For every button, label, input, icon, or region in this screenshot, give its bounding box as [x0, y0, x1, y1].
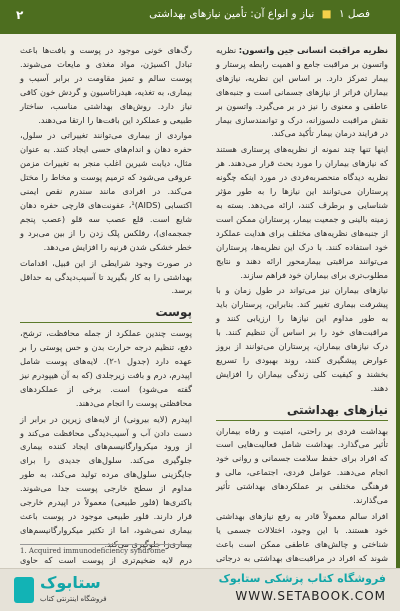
book-icon — [14, 577, 34, 603]
logo-text: ستابوک — [40, 573, 101, 592]
chapter-title: نیاز و انواع آن: تأمین نیازهای بهداشتی — [149, 8, 315, 20]
margin-bar — [396, 34, 400, 568]
paragraph: افراد سالم معمولاً قادر به رفع نیازهای بهداشتی خود هستند. با این وجود، اختلالات جسمی یا شناختی و چالش‌های عاطفی ممکن است باعث شوند که افراد در مراقبت‌های بهداشتی به درجاتی — [216, 511, 388, 563]
logo-subtitle: فروشگاه اینترنتی کتاب — [40, 595, 107, 603]
chapter-heading — [149, 8, 370, 20]
paragraph: مواردی از بیماری می‌توانند تغییراتی در سلول، حفره دهان و اندام‌های حسی ایجاد کنند. به عنوان مثال، دیابت شیرین اغلب منجر به تغییرات مزمن عروقی می‌شود که ترمیم پوست و مخاط را مختل می‌کند. در افرادی مانند سندرم نقص ایمنی اکتسابی (AIDS)¹، عفونت‌های قارچی حفره دهان شایع است. قلع عصب سه قلو (عصب پنجم جمجمه‌ای)، رفلکس پلک زدن را از بین می‌برد و خطر خشکی شدن قرنیه را افزایش می‌دهد. — [20, 130, 193, 252]
store-url-link[interactable]: WWW.SETABOOK.COM — [235, 589, 386, 603]
page-header — [0, 0, 400, 34]
paragraph: درم لایه ضخیم‌تری از پوست است که حاوی — [20, 554, 192, 565]
chapter-number: فصل ۱ — [338, 8, 370, 20]
paragraph: نیازهای بیماران نیز می‌تواند در طول زمان و با پیشرفت بیماری تغییر کند. بنابراین، پرستاران باید به طور مداوم این نیازها را ارزیابی کنند و مراقبت‌های خود را بر اساس آن تنظیم کنند. با درک نیازهای بیماران، پرستاران می‌توانند از بروز عوارض پیشگیری کنند، روند بهبودی را تسریع بخشند و کیفیت کلی زندگی بیماران را افزایش دهند. — [216, 285, 388, 393]
section-title-skin: پوست — [20, 306, 192, 323]
paragraph: پوست چندین عملکرد از جمله محافظت، ترشح، دفع، تنظیم درجه حرارت بدن و حس پوستی را بر عهده دارد (جدول ۱-۲). لایه‌های پوست شامل اپیدرم، درم و بافت زیرجلدی (که به آن هیپودرم نیز گفته می‌شود) است. برخی از عملکردهای محافظتی پوست را انجام می‌دهند. — [20, 328, 193, 408]
store-name: فروشگاه کتاب پزشکی ستابوک — [218, 572, 386, 585]
paragraph: اینها تنها چند نمونه از نظریه‌های پرستاری هستند که نیازهای بیماران را مورد بحث قرار می‌دهند. هر نظریه دیدگاه منحصربه‌فردی در مورد اینکه چگونه پرستاران می‌توانند این نیازها را به طور مؤثر شناسایی و برطرف کنند، ارائه می‌دهد. بسته به زمینه بالینی و جمعیت بیمار، پرستاران ممکن است از جنبه‌های نظریه‌های مختلف برای هدایت عملکرد خود استفاده کنند. با درک این نظریه‌ها، پرستاران می‌توانند مراقبتی بیمارمحور ارائه دهند و نتایج مطلوب‌تری برای بیماران خود فراهم سازند. — [216, 144, 388, 280]
paragraph: اپیدرم (لایه بیرونی) از لایه‌های زیرین در برابر از دست دادن آب و آسیب‌دیدگی محافظت می‌کند و از ورود میکروارگانیسم‌های ایجاد کننده بیماری جلوگیری می‌کند. سلول‌های جدیدی را برای جایگزینی سلول‌های مرده تولید می‌کند، به طور مداوم از سطح خارجی پوست جدا می‌شوند. باکتری‌ها (فلور طبیعی) معمولاً در اپیدرم خارجی قرار دارند. فلور طبیعی موجود در پوست باعث بیماری نمی‌شود، اما از تکثیر میکروارگانیسم‌های بیماری‌زا جلوگیری می‌کند. — [20, 413, 192, 549]
store-logo[interactable] — [14, 573, 110, 607]
watermark-footer — [0, 568, 400, 611]
left-column — [20, 44, 192, 568]
paragraph-text: نظریه واتسون بر مراقبت جامع و اهمیت رابطه پرستار و بیمار تمرکز دارد. بر اساس این نظریه، نیازهای بیماران فراتر از نیازهای جسمانی است و جنبه‌های عاطفی و معنوی را نیز در بر می‌گیرد. واتسون بر نقش مراقبت دلسوزانه، درک و توانمندسازی بیمار در فرایند درمان بیمار تأکید می‌کند. — [215, 45, 388, 139]
paragraph — [216, 44, 388, 141]
right-column — [216, 44, 388, 568]
page-number: ۲ — [16, 8, 24, 22]
paragraph: رگ‌های خونی موجود در پوست و بافت‌ها باعث تبادل اکسیژن، مواد مغذی و مایعات می‌شوند. پوست سالم و تمیز مقاومت در برابر آسیب و بیماری، به تغذیه، هیدراتاسیون و گردش خون کافی نیاز دارد. روش‌های بهداشتی مناسب، ساختار طبیعی و عملکرد این بافت‌ها را ارتقا می‌دهند. — [20, 45, 192, 125]
paragraph: در صورت وجود شرایطی از این قبیل، اقدامات بهداشتی را به کار بگیرید تا آسیب‌دیدگی به حداقل برسد. — [20, 257, 192, 296]
section-title-hygiene: نیازهای بهداشتی — [216, 404, 388, 421]
footnote: 1. Acquired immunodeficiency syndrome — [20, 544, 192, 555]
paragraph: بهداشت فردی بر راحتی، امنیت و رفاه بیماران تأثیر می‌گذارد. بهداشت شامل فعالیت‌هایی است که افراد برای حفظ سلامت جسمانی و روانی خود انجام می‌دهند. عوامل فردی، اجتماعی، مالی و فرهنگی مختلفی بر عملکردهای بهداشتی تأثیر می‌گذارند. — [216, 425, 388, 506]
header-separator: ■ — [321, 8, 332, 20]
subhead: نظریه مراقبت انسانی جین واتسون: — [238, 45, 388, 55]
